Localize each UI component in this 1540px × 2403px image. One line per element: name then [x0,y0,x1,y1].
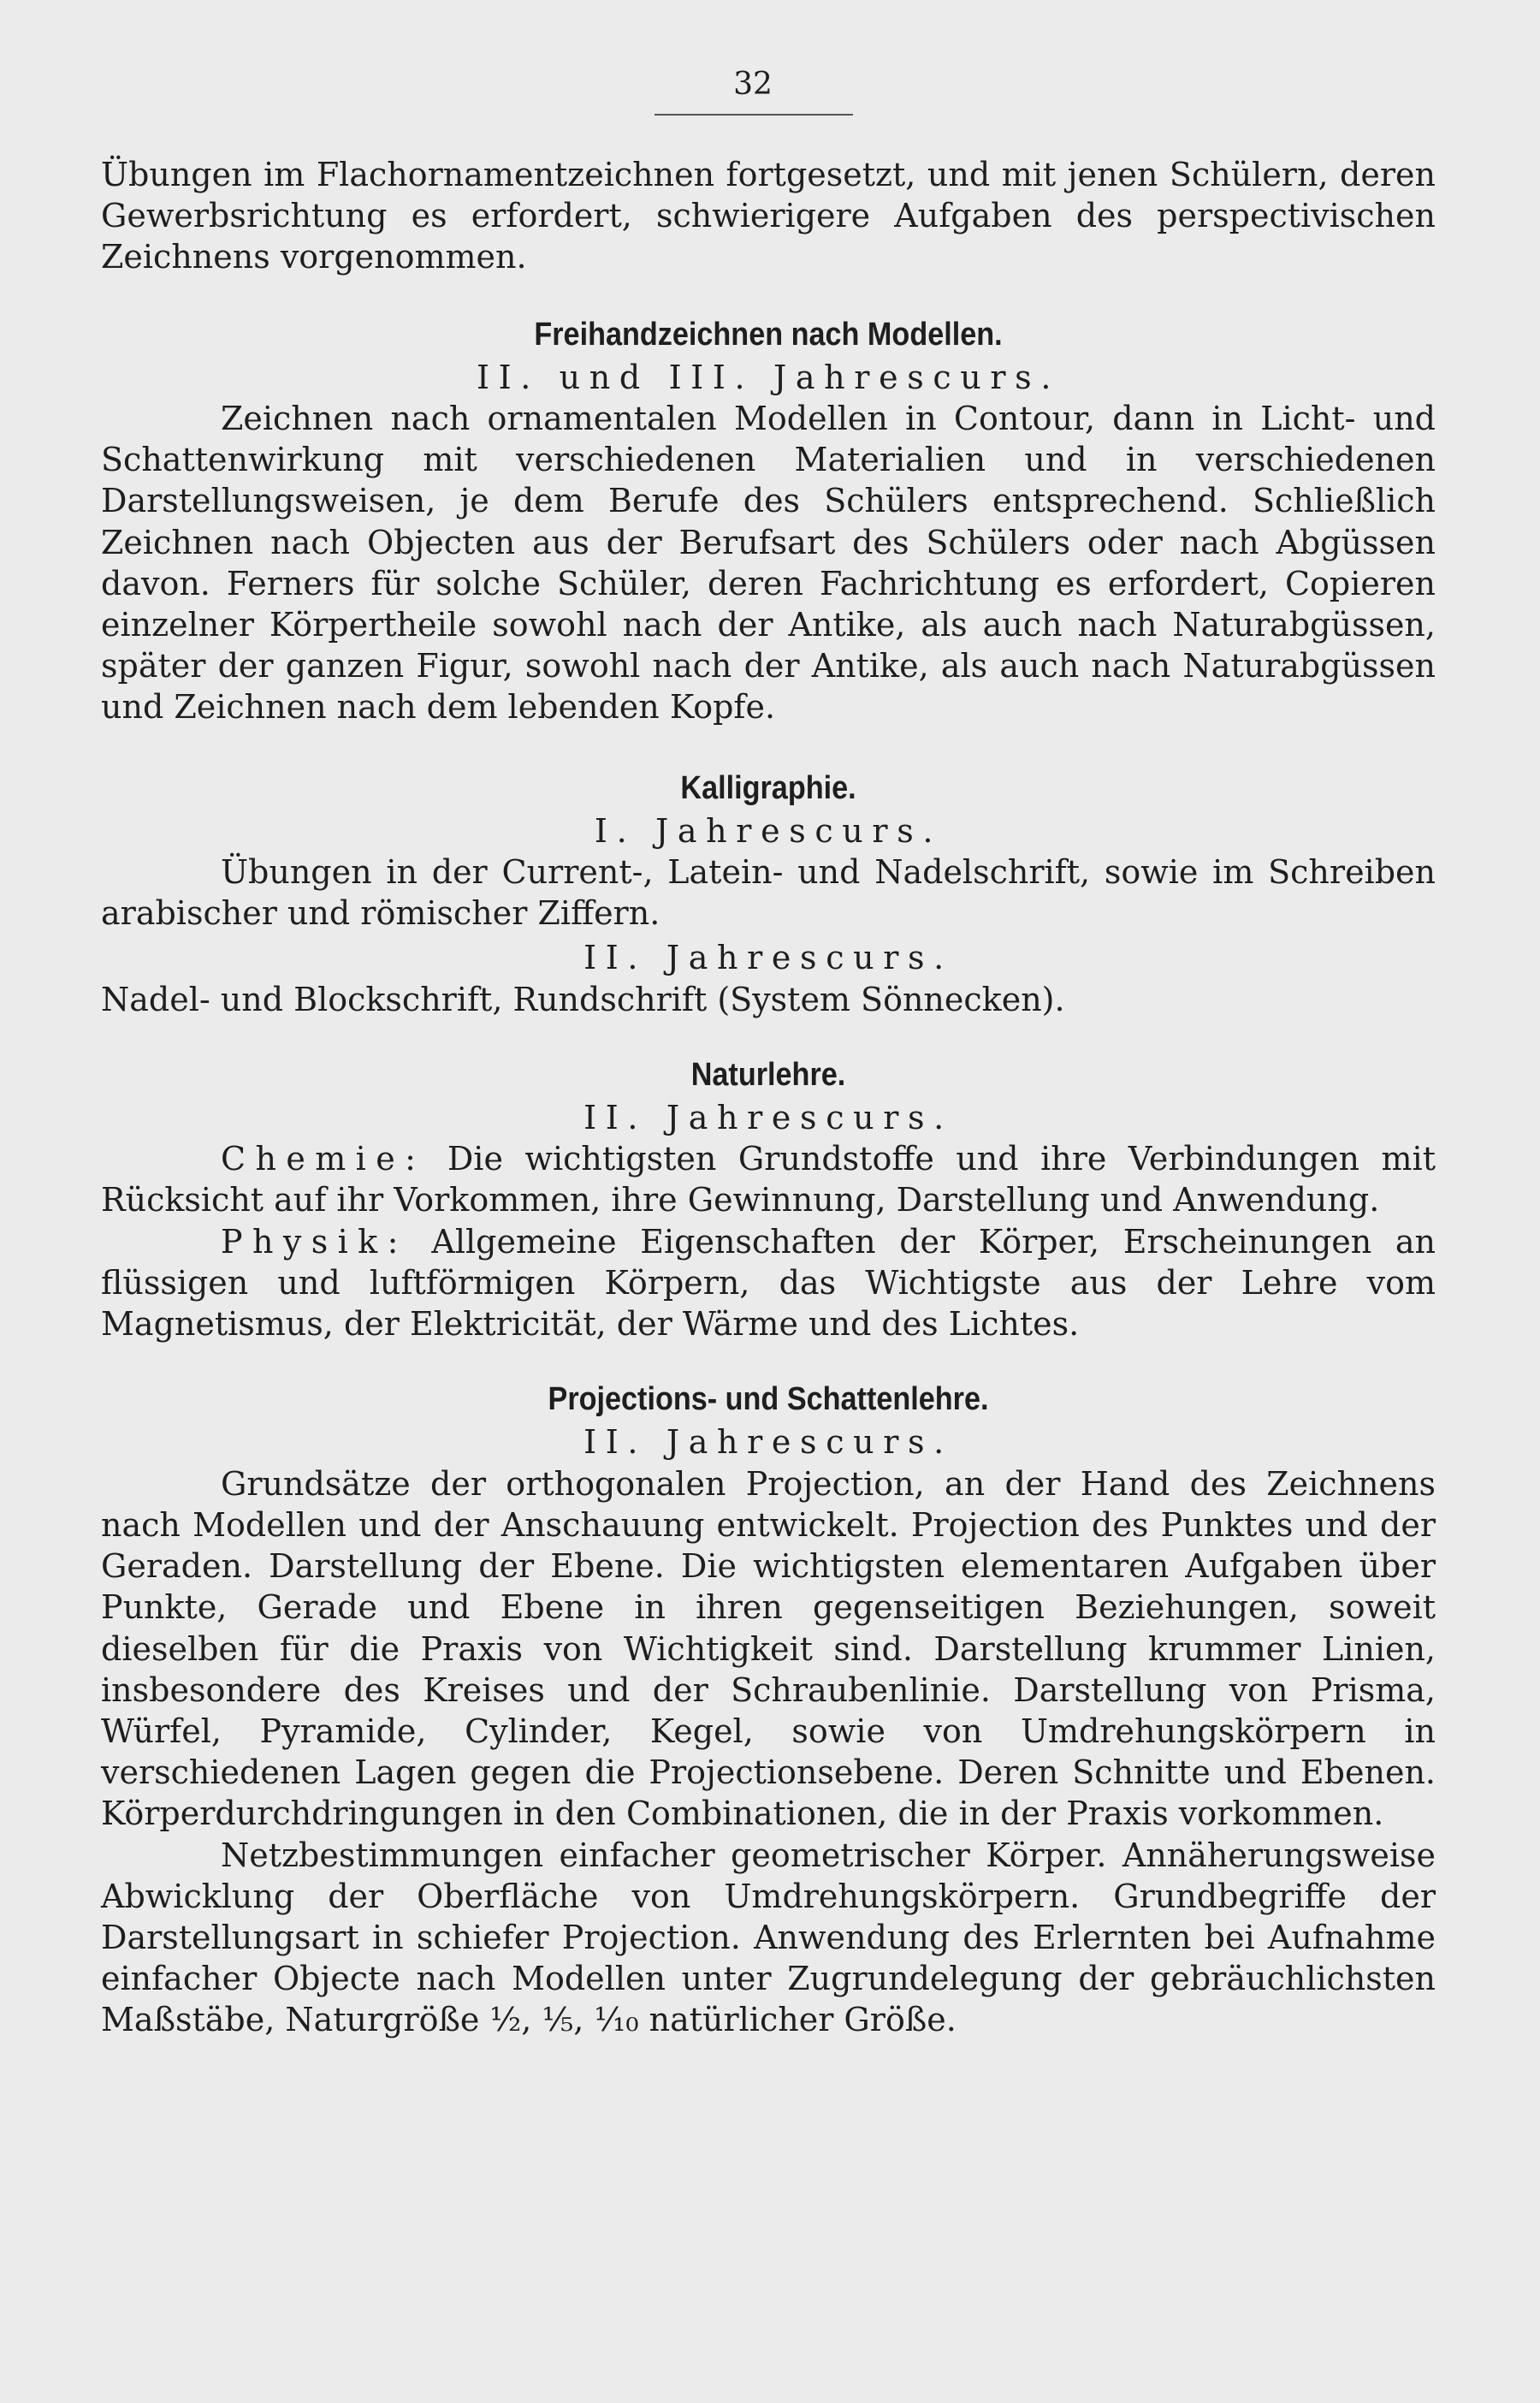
subheading-kalligraphie-curs-1: I. Jahrescurs. [594,811,943,850]
subheading-naturlehre-curs: II. Jahrescurs. [583,1099,953,1137]
header-rule [654,114,853,116]
heading-projectionslehre: Projections- und Schattenlehre. [548,1381,989,1418]
paragraph-projection-1: Grundsätze der orthogonalen Projection, an der Hand des Zeichnens nach Modellen und der Anschauung entwickelt. Projection des Punktes und der Geraden. Darstellung der Ebene. Die wichtigsten elementaren Aufgaben über Punkte, Gerade und Ebene in ihren gegenseitigen Beziehungen, soweit dieselben für die Praxis von Wichtigkeit sind. Darstellung krummer Linien, insbesondere des Kreises und der Schraubenlinie. Darstellung von Prisma, Würfel, Pyramide, Cylinder, Kegel, sowie von Umdrehungskörpern in verschiedenen Lagen gegen die Projectionsebene. Deren Schnitte und Ebenen. Körperdurchdringungen in den Combinationen, die in der Praxis vorkommen. [101,1464,1436,1833]
paragraph-freihandzeichnen: Zeichnen nach ornamentalen Modellen in Contour, dann in Licht- und Schattenwirkung mit verschiedenen Materialien und in verschiedenen Darstellungsweisen, je dem Berufe des Schülers entsprechend. Schließlich Zeichnen nach Objecten aus der Berufsart des Schülers oder nach Abgüssen davon. Ferners für solche Schüler, deren Fachrichtung es erfordert, Copieren einzelner Körpertheile sowohl nach der Antike, als auch nach Naturabgüssen, später der ganzen Figur, sowohl nach der Antike, als auch nach Naturabgüssen und Zeichnen nach dem lebenden Kopfe. [101,400,1436,727]
chemie-label: Chemie: [221,1140,426,1178]
intro-paragraph: Übungen im Flachornamentzeichnen fortgesetzt, und mit jenen Schülern, deren Gewerbsrichtung es erfordert, schwierigere Aufgaben des perspectivischen Zeichnens vorgenommen. [101,156,1436,276]
paragraph-chemie [101,1138,1436,1220]
page-number: 32 [733,67,773,102]
subheading-freihand-curs: II. und III. Jahrescurs. [476,358,1061,396]
paragraph-physik [101,1221,1436,1345]
physik-text: Allgemeine Eigenschaften der Körper, Erscheinungen an flüssigen und luftförmigen Körpern, das Wichtigste aus der Lehre vom Magnetismus, der Elektricität, der Wärme und des Lichtes. [101,1222,1436,1344]
paragraph-kalligraphie-1: Übungen in der Current-, Latein- und Nadelschrift, sowie im Schreiben arabischer und römischer Ziffern. [101,853,1436,933]
physik-label: Physik: [221,1222,408,1261]
paragraph-projection-2: Netzbestimmungen einfacher geometrischer Körper. Annäherungsweise Abwicklung der Oberfläche von Umdrehungskörpern. Grundbegriffe der Darstellungsart in schiefer Projection. Anwendung des Erlernten bei Aufnahme einfacher Objecte nach Modellen unter Zugrundelegung der gebräuchlichsten Maßstäbe, Naturgröße ½, ⅕, ⅒ natürlicher Größe. [101,1836,1436,2039]
page-body [101,154,1436,2041]
heading-kalligraphie: Kalligraphie. [680,769,856,806]
subheading-kalligraphie-curs-2: II. Jahrescurs. [583,939,953,977]
subheading-projection-curs: II. Jahrescurs. [583,1423,953,1462]
heading-freihandzeichnen: Freihandzeichnen nach Modellen. [534,316,1003,353]
chemie-text: Die wichtigsten Grundstoffe und ihre Verbindungen mit Rücksicht auf ihr Vorkommen, ihre Gewinnung, Darstellung und Anwendung. [101,1140,1436,1219]
paragraph-kalligraphie-2: Nadel- und Blockschrift, Rundschrift (System Sönnecken). [101,980,1065,1018]
heading-naturlehre: Naturlehre. [690,1056,846,1093]
